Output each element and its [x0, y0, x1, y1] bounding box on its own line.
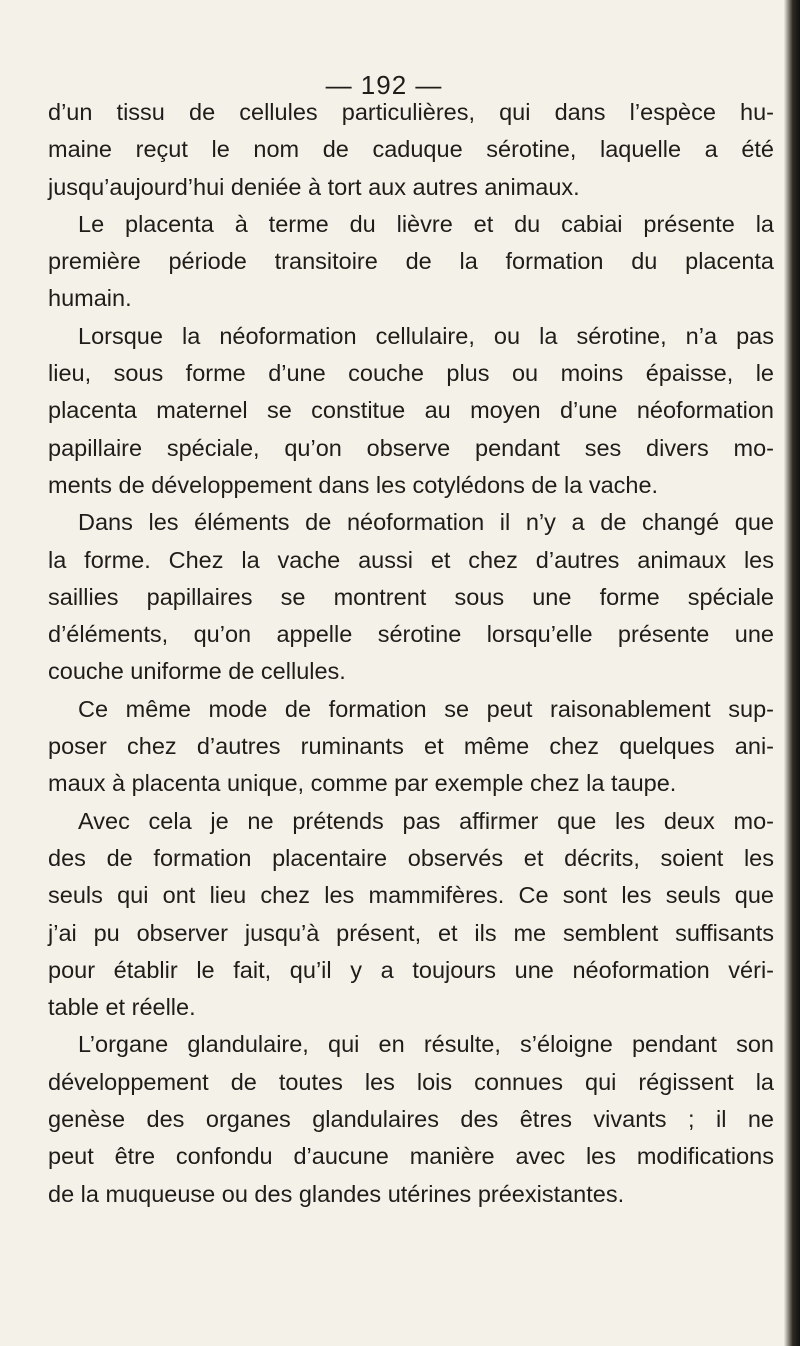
text-line: développement de toutes les lois connues qui régissent la — [48, 1068, 774, 1095]
text-line: j’ai pu observer jusqu’à présent, et ils me semblent suffisants — [48, 919, 774, 946]
text-line: pour établir le fait, qu’il y a toujours une néoformation véri- — [48, 956, 774, 983]
text-line: placenta maternel se constitue au moyen d’une néoformation — [48, 397, 774, 424]
text-line: maux à placenta unique, comme par exemple chez la taupe. — [48, 770, 677, 797]
text-line: Dans les éléments de néoformation il n’y a de changé que — [78, 509, 774, 536]
text-line: Lorsque la néoformation cellulaire, ou la sérotine, n’a pas — [78, 322, 774, 349]
text-line: la forme. Chez la vache aussi et chez d’autres animaux les — [48, 546, 774, 573]
text-line: maine reçut le nom de caduque sérotine, laquelle a été — [48, 136, 774, 163]
text-line: Avec cela je ne prétends pas affirmer que les deux mo- — [78, 807, 774, 834]
text-line: de la muqueuse ou des glandes utérines préexistantes. — [48, 1180, 625, 1207]
text-line: ments de développement dans les cotylédons de la vache. — [48, 471, 659, 498]
page-number: — 192 — — [325, 70, 443, 100]
text-line: Le placenta à terme du lièvre et du cabiai présente la — [78, 210, 774, 237]
text-line: première période transitoire de la formation du placenta — [48, 248, 774, 275]
text-line: des de formation placentaire observés et décrits, soient les — [48, 844, 774, 871]
text-line: couche uniforme de cellules. — [48, 658, 346, 685]
text-line: d’un tissu de cellules particulières, qui dans l’espèce hu- — [48, 99, 774, 125]
text-line: peut être confondu d’aucune manière avec les modifications — [48, 1143, 774, 1170]
scan-edge-shadow — [784, 0, 800, 1346]
text-line: genèse des organes glandulaires des êtres vivants ; il ne — [48, 1106, 774, 1133]
text-line: jusqu’aujourd’hui deniée à tort aux autres animaux. — [48, 173, 580, 200]
text-line: table et réelle. — [48, 994, 196, 1021]
text-line: saillies papillaires se montrent sous une forme spéciale — [48, 583, 774, 610]
text-line: papillaire spéciale, qu’on observe pendant ses divers mo- — [48, 434, 774, 461]
text-line: d’éléments, qu’on appelle sérotine lorsqu’elle présente une — [48, 621, 774, 648]
text-line: L’organe glandulaire, qui en résulte, s’éloigne pendant son — [78, 1031, 774, 1058]
text-line: humain. — [48, 285, 132, 312]
body-text — [48, 94, 774, 1213]
text-line: seuls qui ont lieu chez les mammifères. Ce sont les seuls que — [48, 882, 774, 909]
text-line: poser chez d’autres ruminants et même chez quelques ani- — [48, 733, 774, 760]
text-line: Ce même mode de formation se peut raisonablement sup- — [78, 695, 774, 722]
text-line: lieu, sous forme d’une couche plus ou moins épaisse, le — [48, 360, 774, 387]
